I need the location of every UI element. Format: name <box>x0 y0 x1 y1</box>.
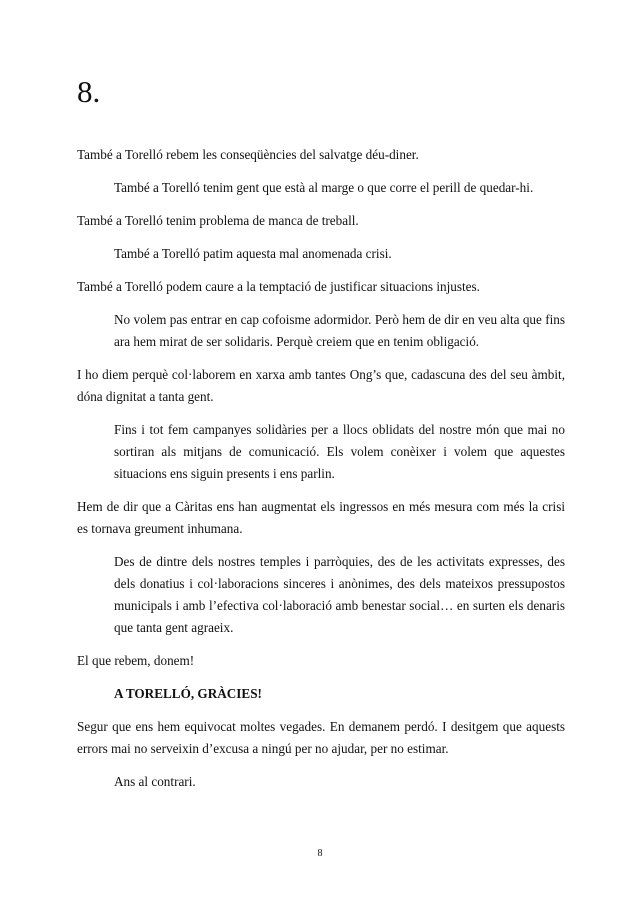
paragraph-11: El que rebem, donem! <box>77 653 195 668</box>
paragraph-13: Segur que ens hem equivocat moltes vegades. En demanem perdó. I desitgem que aquests errors mai no serveixin d’excusa a ningú per no ajudar, per no estimar. <box>77 719 565 756</box>
paragraph-7: I ho diem perquè col·laborem en xarxa amb tantes Ong’s que, cadascuna des del seu àmbit, dóna dignitat a tanta gent. <box>77 367 565 404</box>
thanks-line: A TORELLÓ, GRÀCIES! <box>114 686 262 701</box>
page-number: 8 <box>317 848 323 859</box>
paragraph-14: Ans al contrari. <box>114 774 196 789</box>
paragraph-10: Des de dintre dels nostres temples i parròquies, des de les activitats expresses, des dels donatius i col·laboracions sinceres i anònimes, des dels mateixos pressupostos municipals i amb l’efectiva col·laboració amb benestar social… en surten els denaris que tanta gent agraeix. <box>114 554 565 635</box>
paragraph-9: Hem de dir que a Càritas ens han augmentat els ingressos en més mesura com més la crisi es tornava greument inhumana. <box>77 499 565 536</box>
paragraph-3: També a Torelló tenim problema de manca de treball. <box>77 213 359 228</box>
paragraph-6: No volem pas entrar en cap cofoisme adormidor. Però hem de dir en veu alta que fins ara hem mirat de ser solidaris. Perquè creiem que en tenim obligació. <box>114 312 565 349</box>
paragraph-8: Fins i tot fem campanyes solidàries per a llocs oblidats del nostre món que mai no sortiran als mitjans de comunicació. Els volem conèixer i volem que aquestes situacions ens siguin presents i ens parlin. <box>114 422 565 481</box>
paragraph-4: També a Torelló patim aquesta mal anomenada crisi. <box>114 246 392 261</box>
paragraph-5: També a Torelló podem caure a la temptació de justificar situacions injustes. <box>77 279 480 294</box>
paragraph-2: També a Torelló tenim gent que està al marge o que corre el perill de quedar-hi. <box>114 180 534 195</box>
section-heading: 8. <box>77 74 101 109</box>
paragraph-1: També a Torelló rebem les conseqüències del salvatge déu-diner. <box>77 147 419 162</box>
